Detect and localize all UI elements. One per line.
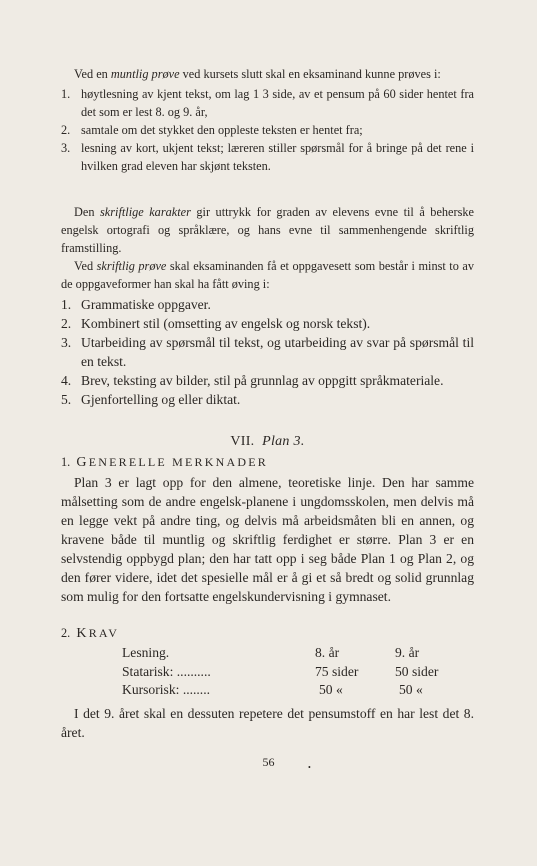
written-exam-item: [61, 390, 474, 409]
table-cell: 8. år: [315, 645, 340, 660]
subheading-general-remarks: [61, 455, 474, 471]
oral-intro-emphasis: muntlig prøve: [110, 67, 180, 81]
written-exam-item-text: Utarbeiding av spørsmål til tekst, og utarbeiding av svar på spørsmål til en tekst.: [81, 335, 474, 369]
oral-item-number: 2.: [61, 123, 71, 137]
table-row: [122, 682, 438, 701]
subheading-initial: K: [76, 626, 89, 641]
row-leader-dots: ........: [182, 682, 210, 697]
written-grade-text-b: gir uttrykk for graden av elevens evne til å beherske engelsk ortografi og språklære, og hans evne til sammenhengende skriftlig framstilling.: [61, 205, 475, 255]
table-cell: [315, 682, 395, 701]
written-exam-item: [61, 333, 474, 371]
subheading-rest: ENERELLE MERKNADER: [88, 455, 268, 469]
written-exam-text-b: skal eksaminanden få et oppgavesett som består i minst to av de oppgaveformer han skal ha fått øving i:: [61, 259, 474, 291]
subheading-initial: G: [76, 455, 89, 470]
section-plan-title: Plan 3.: [262, 434, 305, 449]
oral-item-number: 1.: [61, 87, 71, 101]
print-speck: •: [308, 763, 311, 772]
oral-intro-text-a: Ved en: [74, 67, 111, 81]
written-exam-intro: [61, 257, 474, 293]
table-header-row: [122, 645, 438, 664]
closing-paragraph: I det 9. året skal en dessuten repetere det pensumstoff en har lest det 8. året.: [61, 706, 474, 740]
oral-intro-text-b: ved kursets slutt skal en eksaminand kunne prøves i:: [179, 67, 441, 81]
written-exam-item-text: Kombinert stil (omsetting av engelsk og norsk tekst).: [81, 316, 371, 331]
written-exam-item-text: Grammatiske oppgaver.: [81, 297, 211, 312]
written-exam-text-a: Ved: [74, 259, 97, 273]
oral-item-text: høytlesning av kjent tekst, om lag 1 3 side, av et pensum på 60 sider hentet fra det som er lest 8. og 9. år,: [81, 87, 474, 119]
written-exam-item-number: 5.: [61, 392, 72, 407]
oral-item: [61, 139, 474, 175]
subheading-number: 2.: [61, 626, 71, 640]
table-row: [122, 664, 438, 683]
oral-item: [61, 85, 474, 121]
written-exam-item: [61, 371, 474, 390]
oral-item-number: 3.: [61, 141, 71, 155]
written-exam-section: [61, 257, 474, 293]
page-number: 56: [262, 755, 275, 769]
table-cell: [122, 682, 315, 701]
row-leader-dots: ..........: [176, 663, 211, 679]
general-remarks-section: [61, 473, 474, 606]
subheading-number: 1.: [61, 455, 71, 469]
reading-requirements-table: [122, 645, 438, 701]
subheading-requirements: [61, 626, 474, 642]
cell-value: 50 «: [319, 682, 343, 697]
subheading-rest: RAV: [88, 626, 120, 640]
written-exam-item-number: 4.: [61, 373, 72, 388]
written-exam-item-number: 3.: [61, 335, 72, 350]
written-exam-item-number: 2.: [61, 316, 72, 331]
written-grade-section: [61, 203, 474, 257]
written-exam-item: [61, 314, 474, 333]
subheading-title: [76, 455, 268, 469]
table-header-label: Lesning.: [122, 645, 170, 660]
written-exam-item: [61, 295, 474, 314]
written-exam-item-text: Brev, teksting av bilder, stil på grunnlag av oppgitt språkmateriale.: [81, 373, 444, 388]
row-label: Statarisk:: [122, 663, 174, 679]
table-cell: [395, 682, 438, 701]
oral-exam-section: [61, 65, 474, 175]
table-cell: 9. år: [395, 645, 420, 660]
written-exam-item-text: Gjenfortelling og eller diktat.: [81, 392, 241, 407]
oral-item-text: lesning av kort, ukjent tekst; læreren stiller spørsmål for å bringe på det rene i hvilken grad eleven har skjønt teksten.: [81, 141, 474, 173]
oral-item-text: samtale om det stykket den oppleste teksten er hentet fra;: [81, 123, 363, 137]
subheading-title: [76, 626, 119, 640]
general-remarks-paragraph: Plan 3 er lagt opp for den almene, teoretiske linje. Den har samme målsetting som de andre engelsk-planene i ungdomsskolen, men delvis må en legge vekt på andre ting, og delvis må arbeidsmåten bli en annen, og kravene både til muntlig og skriftlig ferdighet er større. Plan 3 er en selvstendig oppbygd plan; den har tatt opp i seg både Plan 1 og Plan 2, og den fører videre, idet det spesielle mål er å gi et så bredt og solid grunnlag som mulig for den fortsatte engelskundervisning i gymnaset.: [61, 475, 474, 604]
table-cell: 50 sider: [395, 663, 439, 679]
section-heading: [61, 434, 474, 450]
written-exam-emphasis: skriftlig prøve: [96, 259, 167, 273]
closing-section: [61, 704, 474, 742]
table-cell: 75 sider: [315, 663, 359, 679]
oral-exam-intro: [61, 65, 474, 83]
written-grade-emphasis: skriftlige karakter: [100, 205, 191, 219]
row-label: Kursorisk:: [122, 682, 180, 697]
cell-value: 50 «: [399, 682, 423, 697]
table-cell: [122, 664, 315, 683]
written-grade-paragraph: [61, 203, 474, 257]
oral-item: [61, 121, 474, 139]
table-cell: [122, 645, 315, 664]
section-roman-numeral: VII.: [230, 434, 255, 449]
written-exam-item-number: 1.: [61, 297, 72, 312]
written-exam-list: [61, 295, 474, 409]
written-grade-text-a: Den: [74, 205, 100, 219]
